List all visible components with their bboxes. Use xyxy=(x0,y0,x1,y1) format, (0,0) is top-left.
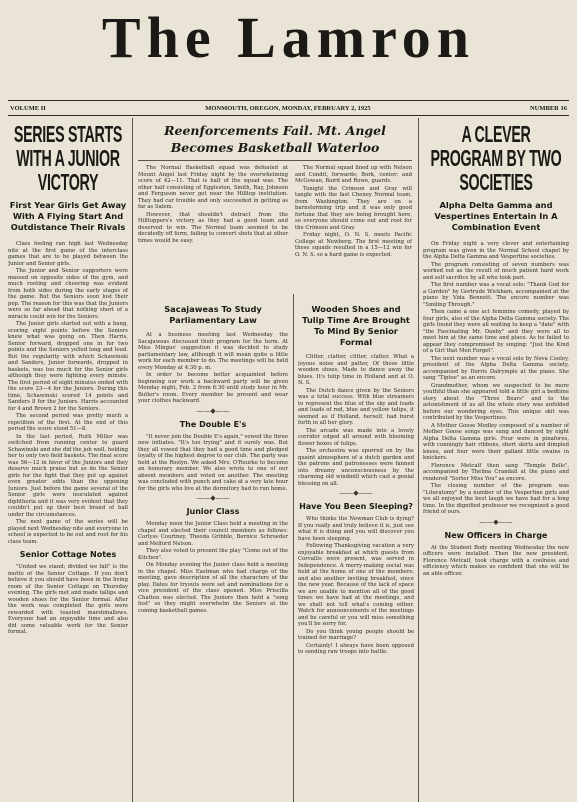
article-headline: New Officers in Charge xyxy=(444,530,548,540)
paragraph: At a business meeting last Wednesday the Sacajaweas discussed their program for the term. At Miss Mingus' suggestion it was decided to study parliamentary law, although it will mean quite a little work for each member to do. The meetings will be held every Monday at 4:30 p. m. xyxy=(138,332,288,371)
article-headline: Junior Class xyxy=(186,507,240,516)
article-body xyxy=(423,545,569,578)
paragraph: Who thinks the Newman Club is dying? If you really and truly believe it is, just see what it is doing and you will discover you have been sleeping. xyxy=(298,516,414,542)
paragraph: Class feeling ran high last Wednesday nite at the first game of the interclass games that are to be played between the Junior and Senior girls. xyxy=(8,241,128,267)
headline-italic: Reenforcements Fail. Mt. Angel Becomes Basketball Waterloo xyxy=(164,123,386,155)
paragraph: Florence Metcalf then sang "Temple Bells", accompanied by Thelma Crandall at the piano and rendered "Sorter Miss You" as encore. xyxy=(423,462,569,482)
article-body xyxy=(298,516,414,656)
paragraph: Do you think young people should be trained for marriage? xyxy=(298,628,414,641)
masthead: The Lamron xyxy=(101,5,476,70)
paragraph: Then came a one act feminine comedy, played by four girls, also of the Alpha Delta Gamma society. The girls found they were all waiting to keep a "date" with "the Fascinating Mr. Danby" and they were all to meet him at the same time and place. As he failed to appear they compromised by singing: "Just the Kind of a Girl that Men Forget". xyxy=(423,309,569,354)
column-clever-program xyxy=(423,116,569,802)
article-body xyxy=(8,241,128,545)
paragraph: Tonight the Crimson and Gray will tangle with the fast Cheney Normal team, from Washington. They are on a barnstorming trip and it was only good fortune that they are being brought here, so everyone should come out and root for the Crimson and Gray. xyxy=(295,185,412,231)
paragraph: The Normal Basketball squad was defeated at Mount Angel last Friday night by the overwhelming score of 42—11. That is half of the squad was. The other half consisting of Eggleston, Smith, Ray, Johnson and Ferguson never got near the Hilltop institution. They had car trouble and only succeeded in getting as far as Salem. xyxy=(138,165,288,210)
paragraph: Clitter, clatter, clitter, clatter. What a joyous noise and patter, Of those little wooden shoes, Made to dance away the blues. It's tulip time in Holland and at O. N. S. xyxy=(298,354,414,386)
article-headline: Sacajaweas To Study Parliamentary Law xyxy=(164,304,262,325)
article-headline: Have You Been Sleeping? xyxy=(299,502,413,511)
paragraph: The closing number of the program was "Literatomy" by a number of the Vespertine girls and we all enjoyed the best laugh we have had for a long time. In the dignified professor we recognized a good friend of ours. xyxy=(423,483,569,515)
paragraph: The orchestra was spurred on by the quaint atmosphere of a dutch garden and the patrons and patronesses were fanned into dreamy unconsciousness by the charming old windmill which cast a genial blessing on all. xyxy=(298,448,414,487)
paragraph: A Mother Goose Medley composed of a number of Mother Goose songs was sung and danced by eight Alpha Delta Gamma girls. Four were in pinafores, with cunningly hair ribbons, short skirts and dimpled knees, and four were their gallant little swains in knickers. xyxy=(423,422,569,461)
column-rule xyxy=(293,294,294,802)
article-body xyxy=(138,521,288,614)
paragraph: "United we stand; divided we fall" is the motto of the Senior Cottage. If you don't believe it you should have been in the living room of the Senior Cottage on Thursday evening. The girls met and made tallips and wooden shoes for the Senior formal. After the work was completed the girls were rewarded with toasted marshmallows. Everyone had an enjoyable time and also did some valuable work for the Senior formal. xyxy=(8,564,128,635)
paragraph: The first number was a vocal solo: "Thank God for a Garden" by Gertrude Wickham, accompanied at the piano by Vida Bennett. The encore number was "Smiling Through." xyxy=(423,282,569,308)
divider: ——◆—— xyxy=(196,494,230,502)
paragraph: The next number was a vocal solo by Neva Cooley, president of the Alpha Delta Gamma society, accompanied by Dorris Dalrymple at the piano. She sang "Tiptoe" as an encore. xyxy=(423,355,569,381)
paragraph: The Normal squad lined up with Nelson and Condit, forwards; Bork, center; and McGowan, Baird and Rowe, guards. xyxy=(295,165,412,184)
place-date-label: MONMOUTH, OREGON, MONDAY, FEBRUARY 2, 1925 xyxy=(205,104,371,112)
article-headline: Wooden Shoes and Tulip Time Are Brought To Mind By Senior Formal xyxy=(302,304,410,347)
divider: ——◆—— xyxy=(339,489,373,497)
paragraph: However, that shouldn't detract from the Hilltoppers's victory as they had a good team and deserved to win. The Normal team seemed to be decidedly off form, failing to convert shots that at other times would be easy. xyxy=(138,211,288,244)
column-rule xyxy=(418,118,419,802)
article-basketball-waterloo xyxy=(138,116,412,296)
paragraph: Friday night, O. N. S. meets Pacific College at Newberg. The first meeting of these squads resulted in a 15—12 win for O. N. S. so a hard game is expected. xyxy=(295,232,412,258)
paragraph: The Junior and Senior supporters were massed on opposite sides of the gym, and much rooting and cheering was evident from both sides during the early stages of the game. But the Seniors soon lost their pep. The reason for this was that the Juniors were so far ahead that nothing short of a miracle could win for the Seniors. xyxy=(8,268,128,320)
paragraph: Certainly! I always have been opposed to sending raw troops into battle. xyxy=(298,642,414,655)
paragraph: The program consisting of seven numbers was worked out as the result of much patient hard work and self sacrifice by all who took part. xyxy=(423,261,569,281)
headline-deck: Alpha Delta Gamma and Vespertines Entertain In A Combination Event xyxy=(434,200,558,232)
issue-number-label: NUMBER 16 xyxy=(529,104,567,112)
paragraph: On Monday evening the Junior class held a meeting in the chapel. Miss Eastman who had charge of the meeting, gave description of all the characters of the play. Dates for tryouts were set and nominations for a vice president of the class opened. Miss Priscilla Chatten was elected. The Juniors then held a "song fest" so they might overwhelm the Seniors at the coming basketball games. xyxy=(138,562,288,614)
volume-label: VOLUME II xyxy=(10,104,46,112)
paragraph: In the last period, Ruth Miller was switched from running center to guard Schawinski and she did the job well, holding her to only two field baskets. The final score was 56—12 in favor of the Juniors and they deserve much praise but so do the Senior girls for the fight that they put up against even greater odds than the opposing Juniors. Just before the game several of the Senior girls were inoculated against diphtheria and it was very evident that they couldn't put up their best brand of ball under the circumstances. xyxy=(8,433,128,518)
paragraph: In order to become better acquainted before beginning our work a backward party will be given Monday night, Feb. 2 from 6:30 until study hour in Mr. Butler's room. Every member be present and wear your clothes backward. xyxy=(138,372,288,404)
article-headline: The Double E's xyxy=(179,419,247,429)
paragraph: They also voted to present the play "Come out of the Kitchen". xyxy=(138,548,288,561)
article-body xyxy=(423,241,569,516)
paragraph: The Dutch dance given by the Seniors was a total success. With blue streamers to represent the blue of the sky and loads and loads of red, blue and yellow tulips, it seemed as if Holland, herself, had burst forth in all her glory. xyxy=(298,387,414,426)
article-body xyxy=(138,165,288,245)
column-senior-formal xyxy=(298,298,414,802)
dateline xyxy=(8,100,569,116)
article-body xyxy=(8,564,128,636)
article-body xyxy=(138,332,288,405)
paragraph: The second period was pretty much a repetition of the first. At the end of this period the score stood 51—8. xyxy=(8,413,128,432)
paragraph: At the Student Body meeting Wednesday the new officers were installed. Then the new president, Florence Metcalf, took charge with a coolness and efficiency which makes us confident that she will be an able officer. xyxy=(423,544,569,577)
headline-banner: A CLEVER PROGRAM BY TWO SOCIETIES xyxy=(430,121,562,194)
article-body xyxy=(138,434,288,493)
paragraph: On Friday night a very clever and entertaining program was given in the Normal School chapel by the Alpha Delta Gamma and Vespertine societies. xyxy=(423,241,569,260)
headline-banner: SERIES STARTS WITH A JUNIOR VICTORY xyxy=(13,121,123,194)
headline-deck: First Year Girls Get Away With A Flying Start And Outdistance Their Rivals xyxy=(9,200,127,232)
article-grid xyxy=(8,116,569,802)
column-rule xyxy=(132,118,133,802)
paragraph: The arcade was made into a lovely corridor edged all around with blooming flower boxes of tulips. xyxy=(298,427,414,447)
paragraph: Monday noon the Junior Class held a meeting in the chapel and elected their council members as follows: Corlyss Courtney, Theoda Gribble, Bernice Schroeder and Melford Nelson. xyxy=(138,521,288,547)
paragraph: The next game of the series will be played next Wednesday nite and everyone in school is expected to be out and root for his class team. xyxy=(8,519,128,545)
column-club-news xyxy=(138,298,288,802)
column-junior-victory xyxy=(8,116,128,802)
divider: ——◆—— xyxy=(196,406,230,415)
paragraph: Following Thanksgiving vacation a very enjoyable breakfast at which guests from Corvallis were present, was served in Independence. A merry-making social was held at the home of one of the members; and also another inviting breakfast, since the new year. Because of the lack of space we are unable to mention all of the good times we have had at the meetings, and we shall not tell what's coming either. Watch for announcements of the meetings and be careful or you will miss something you'll be sorry for. xyxy=(298,543,414,627)
divider xyxy=(138,160,412,161)
article-headline: Senior Cottage Notes xyxy=(19,550,117,559)
article-body xyxy=(295,165,412,259)
paragraph: "It never join the Double E's again," vowed the three new initiates. "It's too trying" and it surely was. But they all vowed that they had a good time and pledged loyalty of the highest degree to our club. The party was held at the Roslyn. We asked Mrs. O'Rourke to become an honorary member. We also wrote to one of our absent members and voted on another. The meeting was concluded with punch and cake at a very late hour for the girls who live at the dormitory had to run home. xyxy=(138,433,288,492)
paragraph: The Junior girls started out with a bang, scoring eight points before the Seniors knew what was going on. Then Harris, Senior forward, dropped one in for two points and the Seniors yelled long and loud. But the regularity with which Schawinski and Sanders, Junior forwards, dropped in baskets, was too much for the Senior girls although they were fighting every minute. The first period of eight minutes ended with the score 23—4 for the Juniors. During this time, Schawinski scored 14 points and Sanders 8 for the Juniors. Harris accounted for 4 and Brown 2 for the Seniors. xyxy=(8,321,128,412)
divider: ——◆—— xyxy=(479,517,513,526)
article-body xyxy=(298,354,414,487)
paragraph: Grandmother, whom we suspected to be more youthful than she appeared told a little girl a bedtime story about the "Three Bears" and to the astonishment of us all the whole story was unfolded before our wondering eyes. This unique skit was contributed by the Vespertines. xyxy=(423,382,569,421)
